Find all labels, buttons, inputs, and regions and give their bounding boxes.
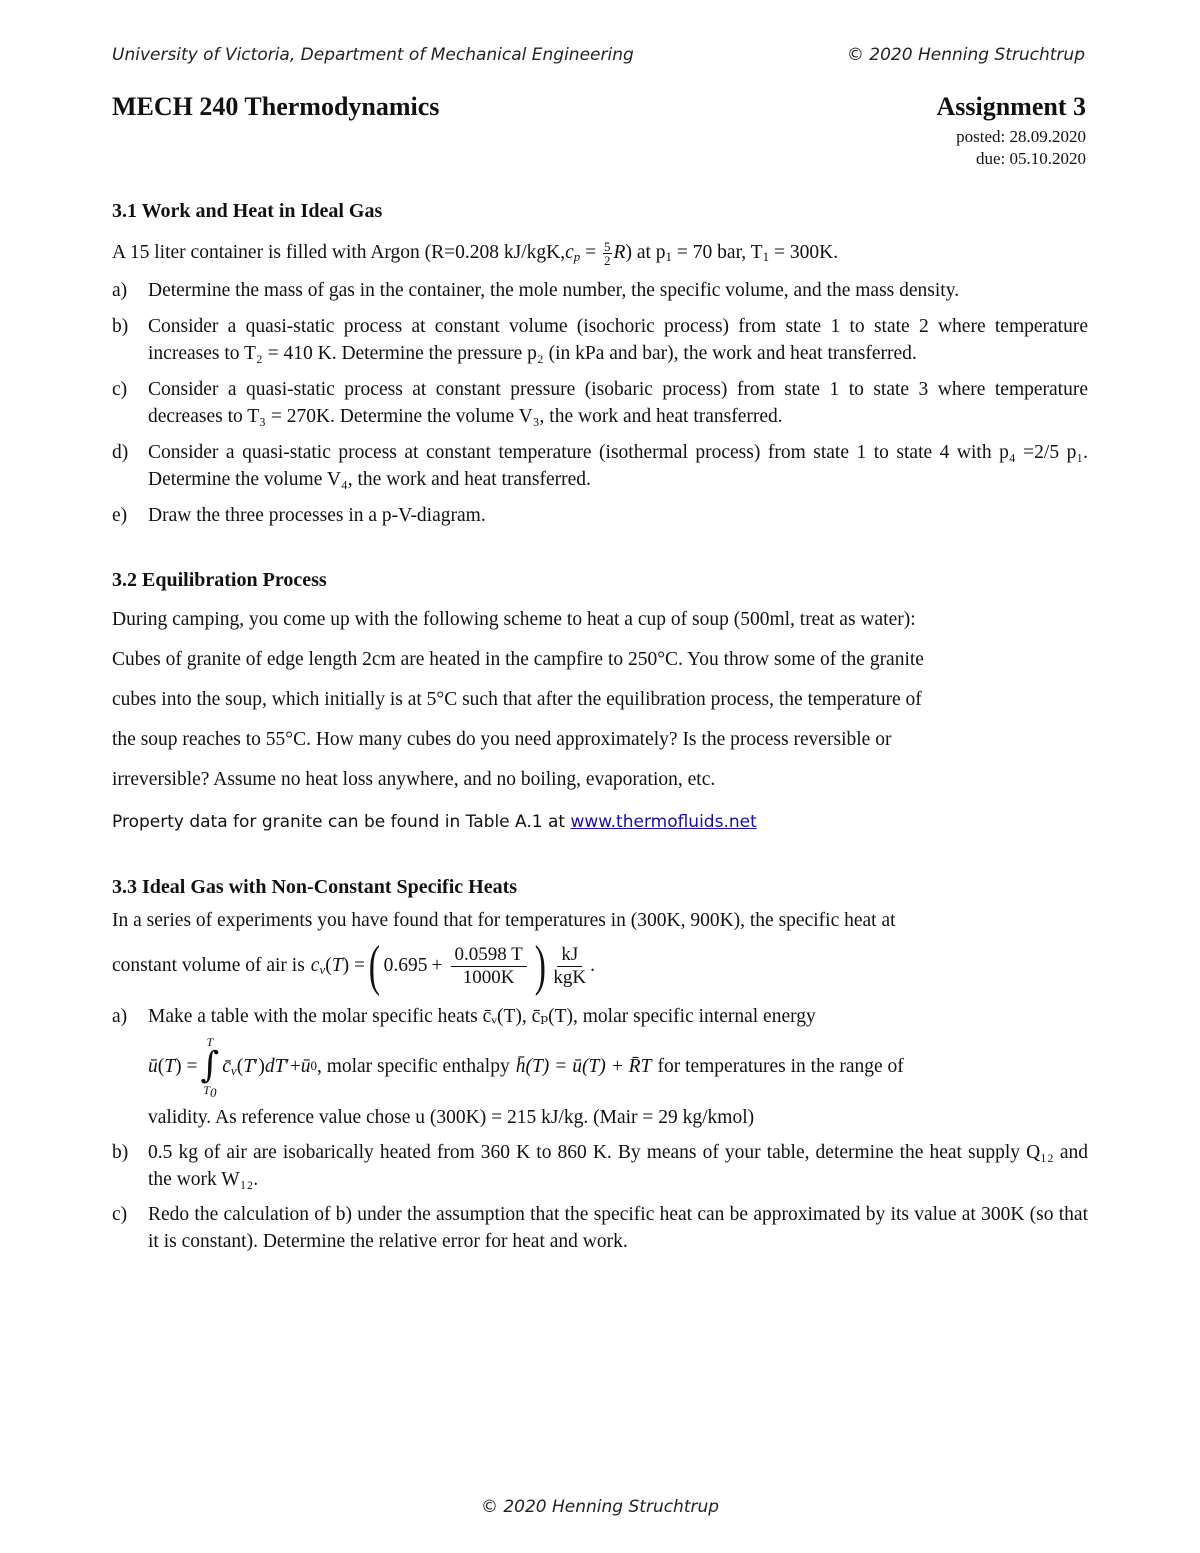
cv-fraction: $\frac{0.0598 T}{1000K}$ xyxy=(451,944,527,989)
list-item: e) Draw the three processes in a p-V-diagram. xyxy=(112,505,486,527)
footer-copyright: © 2020 Henning Struchtrup xyxy=(480,1497,720,1517)
due-date: due: 05.10.2020 xyxy=(975,149,1086,168)
list-item: a) Make a table with the molar specific heats c̄ᵥ(T), c̄ₚ(T), molar specific internal energy ū ( T ) = T ∫ $T_0$ $c̄_v$ ( T ′) dT ′+ ū 0 , molar specific enthalpy h̄(T) = ū(T) + R̄T for temperatures in the range of validity. As reference value chose u (300K) = 215 kJ/kg. (Mair = 29 kg/kmol) xyxy=(112,1003,1088,1131)
section-2-line: irreversible? Assume no heat loss anywhere, and no boiling, evaporation, etc. xyxy=(112,769,716,791)
section-3-list xyxy=(112,1003,1088,1255)
section-2-line: cubes into the soup, which initially is at 5°C such that after the equilibration process, the temperature of xyxy=(112,689,922,711)
posted-date: posted: 28.09.2020 xyxy=(956,127,1086,146)
integral-symbol: T ∫ $T_0$ xyxy=(200,1035,220,1101)
list-item: d) Consider a quasi-static process at constant temperature (isothermal process) from state 1 to state 4 with p₄ =2/5 p₁. Determine the volume V₄, the work and heat transferred. xyxy=(112,442,1088,491)
section-2-heading: 3.2 Equilibration Process xyxy=(112,569,327,592)
property-note: Property data for granite can be found in Table A.1 at www.thermofluids.net xyxy=(112,812,757,833)
course-title: MECH 240 Thermodynamics xyxy=(112,92,440,121)
unit-fraction: $\frac{kJ}{\text{kgK}}$ xyxy=(553,943,587,988)
list-item: c) Redo the calculation of b) under the assumption that the specific heat can be approximated by its value at 300K (so that it is constant). Determine the relative error for heat and work. xyxy=(112,1204,1088,1253)
thermofluids-link[interactable]: www.thermofluids.net xyxy=(570,812,757,833)
list-item: a) Determine the mass of gas in the container, the mole number, the specific volume, and the mass density. xyxy=(112,280,960,302)
header-institution: University of Victoria, Department of Mechanical Engineering xyxy=(112,45,634,65)
list-item: b) 0.5 kg of air are isobarically heated from 360 K to 860 K. By means of your table, determine the heat supply Q₁₂ and the work W₁₂. xyxy=(112,1142,1088,1191)
section-1-intro: A 15 liter container is filled with Argon (R=0.208 $kJ/kgK,c_p$ = $\frac{5}{2}$ R) at $p_1 = 70$ bar, $T_1 = 300K$. xyxy=(112,239,839,269)
dates-block xyxy=(956,126,1086,170)
section-2-line: During camping, you come up with the following scheme to heat a cup of soup (500ml, treat as water): xyxy=(112,609,916,631)
section-3-intro: In a series of experiments you have found that for temperatures in (300K, 900K), the specific heat at xyxy=(112,910,896,932)
section-1-list xyxy=(112,277,1088,529)
header-copyright: © 2020 Henning Struchtrup xyxy=(846,45,1085,65)
assignment-content xyxy=(112,200,1088,1255)
list-item: c) Consider a quasi-static process at constant pressure (isobaric process) from state 1 to state 3 where temperature decreases to T₃ = 270K. Determine the volume V₃, the work and heat transferred. xyxy=(112,379,1088,428)
cv-equation: constant volume of air is $c_v$ (T) = ( 0.695 + $\frac{0.0598 T}{1000K}$ ) $\frac{kJ}{\text{kgK}}$ . xyxy=(112,935,596,998)
assignment-title: Assignment 3 xyxy=(936,92,1086,121)
internal-energy-equation: ū ( T ) = T ∫ $T_0$ $c̄_v$ ( T ′) dT ′+ ū 0 , molar specific enthalpy h̄(T) = ū(T) + R̄T for temperatures in the range of xyxy=(148,1035,904,1101)
section-1-heading: 3.1 Work and Heat in Ideal Gas xyxy=(112,200,383,222)
section-2-body xyxy=(112,600,1088,800)
list-item: b) Consider a quasi-static process at constant volume (isochoric process) from state 1 to state 2 where temperature increases to T₂ = 410 K. Determine the pressure p₂ (in kPa and bar), the work and heat transferred. xyxy=(112,316,1088,365)
section-2-line: the soup reaches to 55°C. How many cubes do you need approximately? Is the process reversible or xyxy=(112,729,892,751)
section-2-line: Cubes of granite of edge length 2cm are heated in the campfire to 250°C. You throw some of the granite xyxy=(112,649,924,671)
section-3-heading: 3.3 Ideal Gas with Non-Constant Specific Heats xyxy=(112,876,518,899)
